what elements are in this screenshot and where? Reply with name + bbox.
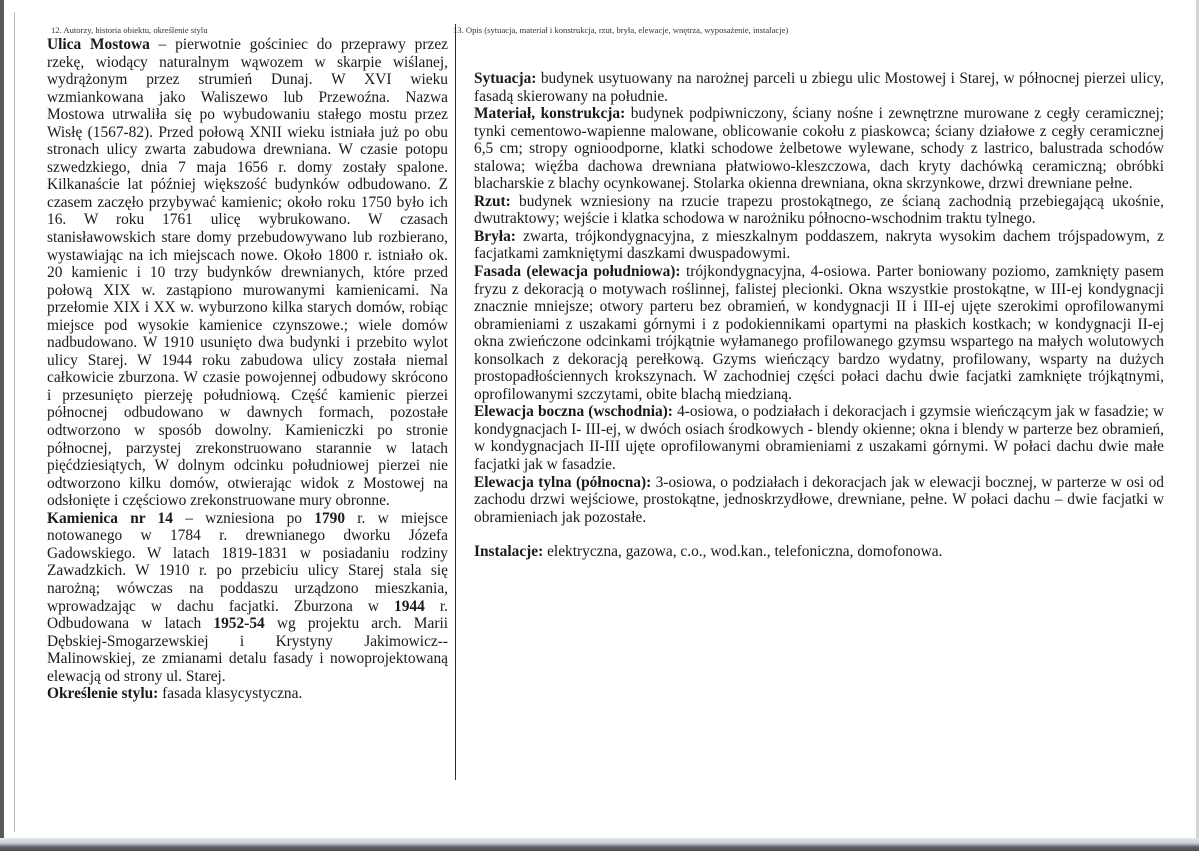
right-column-description [453, 24, 1164, 561]
text-segment: r. Odbudowana w latach [47, 597, 448, 633]
column-divider [455, 24, 456, 780]
text-segment: wg projektu arch. Marii Dębskiej-Smogarzewskiej i Krystyny Jakimowicz--Malinowskiej, ze zmianami detalu fasady i nowoprojektowaną elewacją od strony ul. Starej. [47, 615, 448, 685]
section-header-13: 13. Opis (sytuacja, materiał i konstrukcja, rzut, bryła, elewacje, wnętrza, wyposażenie, instalacje) [453, 25, 789, 35]
paragraph-fasada [474, 263, 1164, 403]
lead-ulica-mostowa: Ulica Mostowa [47, 36, 150, 53]
text-sytuacja: budynek usytuowany na narożnej parceli u zbiegu ulic Mostowej i Starej, w północnej pierzei ulicy, fasadą skierowany na południe. [474, 70, 1164, 105]
text-elewacja-boczna: 4-osiowa, o podziałach i dekoracjach i gzymsie wieńczącym jak w fasadzie; w kondygnacjach I- III-ej, w dwóch osiach środkowych - blendy okienne; okna i blendy w parterze bez obramień, w kondygnacjach II-III ujęte oprofilowanymi obramieniami z uszakami górnymi. W połaci dachu dwie małe facjatki jak w fasadzie. [474, 403, 1164, 474]
text-instalacje: elektryczna, gazowa, c.o., wod.kan., telefoniczna, domofonowa. [543, 543, 943, 561]
text-elewacja-tylna: 3-osiowa, o podziałach i dekoracjach jak w elewacji bocznej, w parterze w osi od zachodu drzwi wejściowe, prostokątne, jednoskrzydłowe, drewniane, pełne. W połaci dachu – dwie facjatki w obramieniach jak pozostałe. [474, 473, 1164, 526]
lead-elewacja-tylna: Elewacja tylna (północna): [474, 473, 652, 491]
text-segment: – wzniesiona po [172, 509, 315, 527]
lead-rzut: Rzut: [474, 192, 511, 210]
lead-okreslenie-stylu: Określenie stylu: [47, 685, 159, 703]
bold-year-1944: 1944 [394, 597, 425, 615]
lead-kamienica: Kamienica nr 14 [47, 509, 173, 527]
text-ulica-mostowa: – pierwotnie gościniec do przeprawy przez rzekę, wiodący naturalnym wąwozem w skarpie wiślanej, wydrążonym przez strumień Dunaj. W XVI wieku wzmiankowana jako Waliszewo lub Przewoźna. Nazwa Mostowa utrwaliła się po wybudowaniu stałego mostu przez Wisłę (1567-82). Przed połową XNII wieku istniała już po obu stronach ulicy zwarta zabudowa drewniana. W czasie potopu szwedzkiego, dnia 7 maja 1656 r. domy zostały spalone. Kilkanaście lat później większość budynków odbudowano. Z czasem zaczęło przybywać kamienic; około roku 1750 było ich 16. W roku 1761 ulicę wybrukowano. W czasach stanisławowskich stare domy przebudowywano lub rozbierano, wystawiając na ich miejscach nowe. Około 1800 r. istniało ok. 20 kamienic i 10 trzy budynków drewnianych, które przed połową XIX w. zastąpiono murowanymi kamienicami. Na przełomie XIX i XX w. wyburzono kilka starych domów, robiąc miejsce pod wysokie kamienice czynszowe.; wiele domów nadbudowano. W 1910 usunięto dwa budynki i przebito wylot ulicy Starej. W 1944 roku zabudowa ulicy została niemal całkowicie zburzona. W czasie powojennej odbudowy skrócono i przesunięto pierzeję południową. Część kamienic pierzei północnej odbudowano w dawnych formach, pozostałe odtworzono w sposób dowolny. Kamieniczki po stronie północnej, parzystej zrekonstruowano starannie w latach pięćdziesiątych, W dolnym odcinku południowej pierzei nie odtworzono kilku domów, otwierając widok z Mostowej na odsłonięte i częściowo zrekonstruowane mury obronne. [47, 36, 448, 510]
lead-instalacje: Instalacje: [474, 543, 544, 561]
paragraph-elewacja-tylna [474, 474, 1164, 527]
paragraph-elewacja-boczna [474, 403, 1164, 473]
bold-year-1790: 1790 [314, 509, 346, 527]
paragraph-okreslenie-stylu [47, 685, 448, 703]
paragraph-rzut [474, 193, 1164, 228]
paragraph-ulica-mostowa [47, 36, 448, 510]
text-segment: r. w miejsce notowanego w 1784 r. drewnianego dworku Józefa Gadowskiego. W latach 1819-1831 w posiadaniu rodziny Zawadzkich. W 1910 r. po przebiciu ulicy Starej stala się narożną; wówczas na poddaszu urządzono mieszkania, wprowadzając w dachu facjatki. Zburzona w [47, 509, 449, 615]
bold-years-1952-54: 1952-54 [213, 615, 265, 633]
text-okreslenie-stylu: fasada klasycystyczna. [158, 685, 303, 703]
scan-fold-line [14, 12, 15, 832]
lead-fasada: Fasada (elewacja południowa): [474, 263, 681, 281]
text-rzut: budynek wzniesiony na rzucie trapezu prostokątnego, ze ścianą zachodnią przebiegającą ukośnie, dwutraktowy; wejście i klatka schodowa w narożniku północno-wschodnim traktu tylnego. [474, 192, 1164, 228]
text-material: budynek podpiwniczony, ściany nośne i zewnętrzne murowane z cegły ceramicznej; tynki cementowo-wapienne malowane, oblicowanie cokołu z piaskowca; ściany działowe z cegły ceramicznej 6,5 cm; stropy ognioodporne, klatki schodowe żelbetowe wylewane, schody z lastrico, balustrada schodów stalowa; więźba dachowa drewniana płatwiowo-kleszczowa, dach kryty dachówką ceramiczną; obróbki blacharskie z blachy ocynkowanej. Stolarka okienna drewniana, okna skrzynkowe, drzwi drewniane pełne. [474, 105, 1164, 193]
scan-border-left [0, 0, 4, 851]
lead-elewacja-boczna: Elewacja boczna (wschodnia): [474, 403, 673, 421]
scan-border-bottom [0, 838, 1199, 851]
left-column-history [47, 24, 448, 703]
paragraph-bryla [474, 228, 1164, 263]
text-bryla: zwarta, trójkondygnacyjna, z mieszkalnym poddaszem, nakryta wysokim dachem trójspadowym, z facjatkami zamkniętymi daszkami dwuspadowymi. [474, 227, 1164, 263]
lead-material: Materiał, konstrukcja: [474, 105, 626, 123]
spacer [474, 526, 1164, 543]
paragraph-sytuacja [474, 70, 1164, 105]
paragraph-instalacje [474, 543, 1164, 561]
text-fasada: trójkondygnacyjna, 4-osiowa. Parter boniowany poziomo, zamknięty pasem fryzu z dekoracją o motywach roślinnej, falistej plecionki. Okna wszystkie prostokątne, w III-ej kondygnacji znacznie mniejsze; otwory parteru bez obramień, w kondygnacji II i III-ej ujęte szerokimi oprofilowanymi obramieniami z uszakami górnymi i z podokiennikami opartymi na płaskich kostkach; w kondygnacji II-ej okna zwieńczone odcinkami trójkątnie wyłamanego profilowanego gzymsu wspartego na małych wolutowych konsolkach z dekoracją perełkową. Gzyms wieńczący bardzo wydatny, profilowany, wsparty na dużych prostopadłościennych krokszynach. W zachodniej części połaci dachu dwie facjatki zamknięte trójkątnymi, oprofilowanymi szczytami, obite blachą miedzianą. [474, 263, 1164, 403]
spacer [474, 36, 1164, 70]
lead-bryla: Bryła: [474, 227, 516, 245]
lead-sytuacja: Sytuacja: [474, 70, 537, 87]
section-header-12: 12. Autorzy, historia obiektu, określenie stylu [51, 25, 208, 35]
paragraph-kamienica-nr-14 [47, 510, 448, 685]
paragraph-material-konstrukcja [474, 105, 1164, 193]
